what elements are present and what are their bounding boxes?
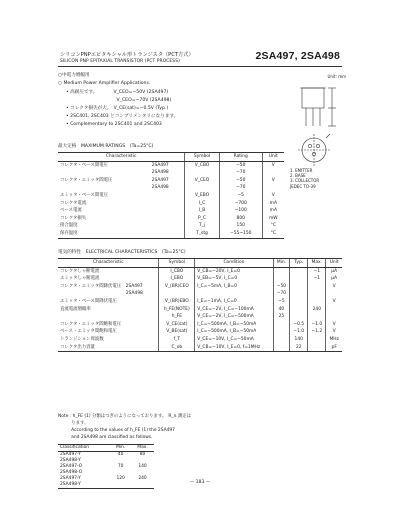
cell-condition: V_EB=−5V, I_C=0 xyxy=(195,275,274,283)
cell-unit: mA xyxy=(262,200,284,208)
table-header-row xyxy=(58,445,154,452)
application-heading: ○中電力増幅用 xyxy=(58,73,90,78)
cell-typ xyxy=(290,313,308,321)
cell-min xyxy=(273,328,289,336)
cell-symbol: I_B xyxy=(185,207,220,215)
table-row xyxy=(58,192,284,200)
cell-unit: V xyxy=(262,192,284,200)
max-ratings-table xyxy=(58,152,284,239)
cell-symbol: V_BE(sat) xyxy=(159,328,195,336)
cell-typ xyxy=(290,298,308,306)
cell-symbol: V_EBO xyxy=(185,192,220,200)
cell-typ xyxy=(290,267,308,275)
cell-unit xyxy=(262,169,284,177)
note-line: Note : h_FE (1) 分類はつぎのようになっております。 R_n 測定は xyxy=(58,414,192,419)
col-header: Max. xyxy=(308,259,326,268)
cell-sub: 2SA498 xyxy=(151,170,169,176)
cell-min: 25 xyxy=(273,313,289,321)
col-header: Typ. xyxy=(290,259,308,268)
cell-max: −1 xyxy=(308,267,326,275)
cell-characteristic: コレクタ出力容量 xyxy=(58,344,159,352)
note-line: ります。 xyxy=(58,421,89,426)
cell-max: −1.0 xyxy=(308,321,326,329)
cell-sub xyxy=(150,192,185,200)
cell-min xyxy=(273,267,289,275)
table-row xyxy=(58,290,342,298)
cell-max xyxy=(308,298,326,306)
cell-min: −70 xyxy=(273,290,289,298)
cell-unit: V xyxy=(326,283,342,291)
cell-condition: I_C=−500mA, I_B=−50mA xyxy=(195,328,274,336)
cell-typ: −0.5 xyxy=(290,321,308,329)
col-header: Max. xyxy=(131,445,154,452)
cell-unit xyxy=(326,306,342,314)
cell-unit: pF xyxy=(326,344,342,352)
cell-condition: V_CE=−2V, I_C=−100mA xyxy=(195,306,274,314)
cell-max xyxy=(308,290,326,298)
application-bullet: • 高耐圧です。 V_CEO=−50V (2SA497) xyxy=(66,90,169,95)
table-row xyxy=(58,200,284,208)
cell-class: 2SA497-O xyxy=(60,464,83,470)
cell-characteristic xyxy=(58,169,150,177)
cell-symbol xyxy=(185,169,220,177)
cell-unit: mW xyxy=(262,215,284,223)
application-bullet: • コレクタ損失が大。 V_CE(sat)=−0.5V (Typ.) xyxy=(66,106,169,111)
package-unit: Unit: mm xyxy=(327,74,346,79)
cell-rating: 150 xyxy=(219,222,262,230)
cell-unit: MHz xyxy=(326,336,342,344)
cell-symbol: C_ob xyxy=(159,344,195,352)
cell-symbol: V_CEO xyxy=(185,177,220,185)
cell-unit: μA xyxy=(326,275,342,283)
cell-sub xyxy=(150,222,185,230)
table-row xyxy=(58,222,284,230)
cell-symbol: P_C xyxy=(185,215,220,223)
cell-characteristic: ベース電流 xyxy=(60,208,82,214)
cell-max: 240 xyxy=(138,476,147,482)
cell-max: 80 xyxy=(139,452,146,458)
cell-rating: −100 xyxy=(219,207,262,215)
cell-characteristic: ベース・エミッタ間飽和電圧 xyxy=(60,329,117,335)
cell-sub xyxy=(150,230,185,238)
cell-typ xyxy=(290,290,308,298)
header-rule xyxy=(58,66,342,67)
cell-symbol xyxy=(159,290,195,298)
package-label: JEDEC TO-39 xyxy=(290,184,316,189)
cell-min: 40 xyxy=(273,306,289,314)
cell-symbol: V_(BR)CEO xyxy=(159,283,195,291)
title-en: SILICON PNP EPITAXIAL TRANSISTOR (PCT PROCESS) xyxy=(60,59,180,64)
table-row xyxy=(58,230,284,238)
cell-symbol: V_CE(sat) xyxy=(159,321,195,329)
table-header-row xyxy=(58,259,342,268)
cell-characteristic: エミッタ・ベース間降伏電圧 xyxy=(60,299,117,305)
application-subheading: ○ Medium Power Amplifier Applications. xyxy=(58,81,151,86)
table-row xyxy=(58,328,342,336)
cell-class: 2SA498-Y xyxy=(60,458,81,464)
col-header: Condition xyxy=(195,259,274,268)
cell-min: −5 xyxy=(273,298,289,306)
cell-characteristic: コレクタ・エミッタ間電圧 xyxy=(60,177,113,183)
cell-unit: °C xyxy=(262,230,284,238)
cell-characteristic: 接合温度 xyxy=(60,223,78,229)
cell-min: 40 xyxy=(117,452,124,458)
col-header: Unit xyxy=(326,259,342,268)
application-bullet: • Complementary to 2SC401 and 2SC403 xyxy=(66,122,162,127)
cell-condition: I_C=−500mA, I_B=−50mA xyxy=(195,321,274,329)
cell-condition: I_E=−1mA, I_C=0 xyxy=(195,298,274,306)
cell-unit xyxy=(326,290,342,298)
cell-characteristic: コレクタ・エミッタ間飽和電圧 xyxy=(60,321,122,327)
cell-unit: V xyxy=(326,298,342,306)
cell-typ xyxy=(290,283,308,291)
cell-sub: 2SA498 xyxy=(151,185,169,191)
package-label: 3. COLLECTOR xyxy=(290,178,320,183)
cell-max: 140 xyxy=(138,464,147,470)
cell-typ: 140 xyxy=(290,336,308,344)
elec-char-table xyxy=(58,258,342,352)
cell-condition: V_CB=−20V, I_E=0 xyxy=(195,267,274,275)
cell-rating: 800 xyxy=(219,215,262,223)
cell-characteristic: コレクタ・ベース間電圧 xyxy=(60,162,108,168)
package-label: 2. BASE xyxy=(290,173,306,178)
cell-typ: −1.0 xyxy=(290,328,308,336)
cell-min: 120 xyxy=(116,476,125,482)
col-header: Min. xyxy=(110,445,131,452)
part-numbers: 2SA497, 2SA498 xyxy=(255,50,340,62)
cell-unit: V xyxy=(326,328,342,336)
col-header: Characteristic xyxy=(58,153,185,162)
cell-characteristic: トランジション周波数 xyxy=(60,337,104,343)
cell-condition: I_C=−5mA, I_B=0 xyxy=(195,283,274,291)
cell-sub: 2SA497 xyxy=(151,162,169,168)
col-header: Rating xyxy=(219,153,262,162)
table-row xyxy=(58,169,284,177)
col-header: Classification xyxy=(58,445,110,452)
cell-min: 70 xyxy=(117,464,124,470)
cell-symbol: V_CBO xyxy=(185,161,220,169)
cell-max xyxy=(308,336,326,344)
cell-sub xyxy=(150,200,185,208)
table-row xyxy=(58,161,284,169)
table-row xyxy=(58,313,342,321)
cell-symbol: I_EBO xyxy=(159,275,195,283)
note-line: According to the values of h_FE (1) the 2SA497 xyxy=(58,428,175,433)
table-row xyxy=(58,177,284,185)
table-row xyxy=(58,336,342,344)
cell-class: 2SA498-O xyxy=(60,470,83,476)
cell-characteristic: 保存温度 xyxy=(58,230,150,238)
cell-rating: −70 xyxy=(219,184,262,192)
cell-min xyxy=(273,275,289,283)
table-row xyxy=(58,321,342,329)
cell-min xyxy=(273,336,289,344)
cell-unit: V xyxy=(326,321,342,329)
cell-class: 2SA497-Y xyxy=(60,452,81,458)
col-header: Unit xyxy=(262,153,284,162)
table-row xyxy=(58,275,342,283)
cell-characteristic: コレクタしゃ断電流 xyxy=(60,268,100,274)
cell-symbol: h_FE(NOTE) xyxy=(159,306,195,314)
cell-symbol: f_T xyxy=(159,336,195,344)
cell-symbol: I_C xyxy=(185,200,220,208)
cell-condition: V_CB=−10V, I_E=0, f=1MHz xyxy=(195,344,274,352)
cell-symbol: h_FE xyxy=(159,313,195,321)
table-row xyxy=(58,267,342,275)
cell-characteristic: エミッタしゃ断電流 xyxy=(60,276,100,282)
cell-unit: mA xyxy=(262,207,284,215)
max-ratings-heading: 最大定格 MAXIMUM RATINGS (Ta=25°C) xyxy=(58,144,154,149)
cell-max xyxy=(308,313,326,321)
table-row xyxy=(58,306,342,314)
cell-unit: V xyxy=(262,161,284,169)
note-line: and 2SA498 are classified as follows. xyxy=(58,435,153,440)
cell-max xyxy=(308,283,326,291)
cell-symbol: T_j xyxy=(185,222,220,230)
col-header: Symbol xyxy=(159,259,195,268)
cell-rating: −700 xyxy=(219,200,262,208)
table-row xyxy=(58,344,342,352)
cell-symbol: T_stg xyxy=(185,230,220,238)
table-row xyxy=(58,207,284,215)
col-header: Characteristic xyxy=(58,259,159,268)
cell-sub xyxy=(150,215,185,223)
cell-unit: °C xyxy=(262,222,284,230)
cell-min xyxy=(273,321,289,329)
elec-heading: 電気的特性 ELECTRICAL CHARACTERISTICS (Ta=25°C) xyxy=(58,250,186,255)
cell-condition xyxy=(195,290,274,298)
cell-min xyxy=(273,344,289,352)
cell-typ xyxy=(290,306,308,314)
cell-characteristic: エミッタ・ベース間電圧 xyxy=(60,193,108,199)
cell-condition: V_CE=−10V, I_C=−50mA xyxy=(195,336,274,344)
cell-characteristic: コレクタ・エミッタ間降伏電圧 2SA497 xyxy=(60,283,143,289)
cell-max xyxy=(308,344,326,352)
table-row xyxy=(58,184,284,192)
title-jp: シリコンPNPエピタキシャル形トランジスタ（PCT方式） xyxy=(60,52,194,58)
table-row xyxy=(58,283,342,291)
package-outline-drawing xyxy=(288,74,346,192)
table-row xyxy=(58,215,284,223)
note-block xyxy=(58,413,278,441)
cell-max: −1.2 xyxy=(308,328,326,336)
cell-characteristic: コレクタ電流 xyxy=(60,200,87,206)
col-header: Symbol xyxy=(185,153,220,162)
cell-unit: μA xyxy=(326,267,342,275)
col-header: Min. xyxy=(273,259,289,268)
cell-typ xyxy=(290,275,308,283)
table-row xyxy=(58,298,342,306)
cell-rating: −70 xyxy=(219,169,262,177)
package-label: 1. EMITTER xyxy=(290,168,313,173)
cell-characteristic: 直流電流増幅率 xyxy=(60,306,91,312)
cell-characteristic: 2SA498 xyxy=(60,291,143,297)
cell-condition: V_CE=−2V, I_C=−500mA xyxy=(195,313,274,321)
application-bullet: • 2SC401, 2SC403 とコンプリメンタリになります。 xyxy=(66,114,179,119)
cell-typ: 22 xyxy=(290,344,308,352)
cell-unit xyxy=(326,313,342,321)
cell-characteristic xyxy=(58,313,159,321)
cell-max: 240 xyxy=(308,306,326,314)
cell-rating: −50 xyxy=(219,161,262,169)
cell-characteristic: コレクタ損失 xyxy=(60,215,87,221)
cell-min: −50 xyxy=(273,283,289,291)
cell-class: 2SA497-Y xyxy=(60,476,81,482)
cell-symbol: I_CBO xyxy=(159,267,195,275)
cell-unit: V xyxy=(262,177,284,185)
cell-symbol xyxy=(185,184,220,192)
cell-max: −1 xyxy=(308,275,326,283)
cell-unit xyxy=(262,184,284,192)
page-number: — 183 — xyxy=(189,480,211,485)
table-header-row xyxy=(58,153,284,162)
cell-characteristic xyxy=(58,184,150,192)
cell-sub xyxy=(150,207,185,215)
cell-rating: −5 xyxy=(219,192,262,200)
cell-sub: 2SA497 xyxy=(151,177,169,183)
application-bullet: V_CEO=−70V (2SA498) xyxy=(66,98,172,103)
cell-rating: −50 xyxy=(219,177,262,185)
cell-symbol: V_(BR)EBO xyxy=(159,298,195,306)
cell-rating: −55~150 xyxy=(219,230,262,238)
cell-class: 2SA498-Y xyxy=(58,482,110,489)
